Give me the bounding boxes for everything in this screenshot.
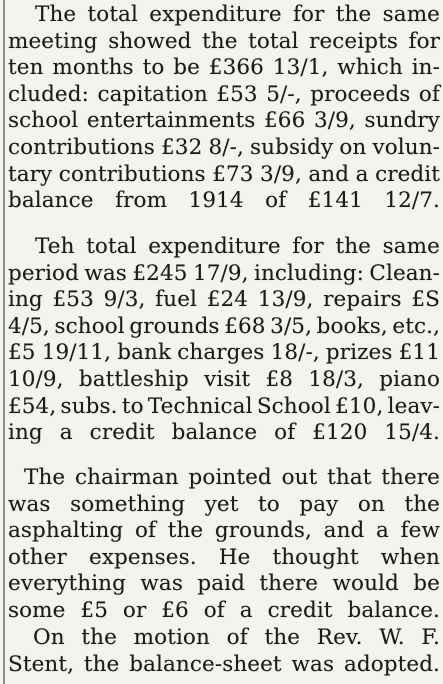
text-line: The chairman pointed out that there [24,465,440,490]
text-line: ing £53 9/3, fuel £24 13/9, repairs £S [8,287,440,313]
text-line: Stent, the balance-sheet was adopted. [8,651,440,677]
text-line: everything was paid there would be [8,571,440,597]
text-line: asphalting of the grounds, and a few [8,518,440,544]
text-line: £54, subs. to Technical School £10, leav- [8,393,440,419]
text-line: ing a credit balance of £120 15/4. [8,420,440,446]
text-line: period was £245 17/9, including: Clean- [8,260,440,286]
text-line: balance from 1914 of £141 12/7. [8,188,440,214]
paragraph-expenditure [0,234,443,447]
paragraph-chairman [0,465,443,625]
text-line: Teh total expenditure for the same [35,234,440,259]
text-line: cluded: capitation £53 5/-, proceeds of [8,81,440,107]
text-line: school entertainments £66 3/9, sundry [8,108,440,134]
text-line: £5 19/11, bank charges 18/-, prizes £11 [8,340,440,366]
text-line: was something yet to pay on the [8,491,440,517]
text-line: On the motion of the Rev. W. F. [33,625,440,650]
text-line: meeting showed the total receipts for [8,28,440,54]
text-line: The total expenditure for the same [35,2,440,27]
text-line: ten months to be £366 13/1, which in- [8,55,440,81]
text-line: 10/9, battleship visit £8 18/3, piano [8,366,440,392]
text-line: 4/5, school grounds £68 3/5, books, etc., [8,313,440,339]
paragraph-receipts [0,2,443,215]
text-line: some £5 or £6 of a credit balance. [8,597,440,623]
text-line: tary contributions £73 3/9, and a credit [8,161,440,187]
paragraph-motion [0,625,443,678]
text-line: contributions £32 8/-, subsidy on volun- [8,134,440,160]
text-line: other expenses. He thought when [8,544,440,570]
